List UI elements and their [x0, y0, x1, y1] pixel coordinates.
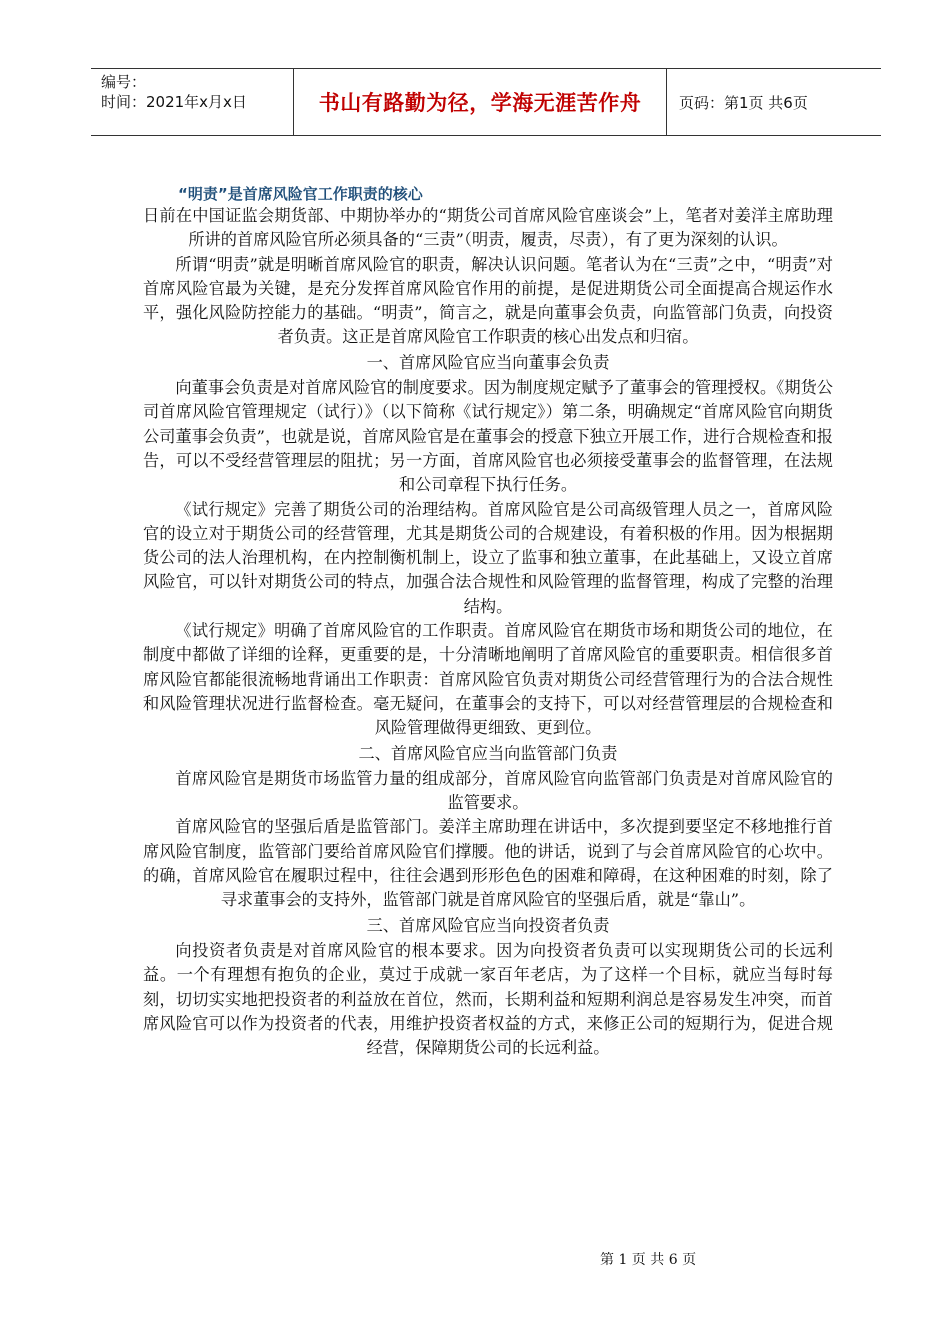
- paragraph: 《试行规定》明确了首席风险官的工作职责。首席风险官在期货市场和期货公司的地位，在制度中都做了详细的诠释，更重要的是，十分清晰地阐明了首席风险官的重要职责。相信很多首席风险官都能很流畅地背诵出工作职责：首席风险官负责对期货公司经营管理行为的合法合规性和风险管理状况进行监督检查。毫无疑问，在董事会的支持下，可以对经营管理层的合规检查和风险管理做得更细致、更到位。: [143, 621, 833, 738]
- paragraph: 首席风险官是期货市场监管力量的组成部分，首席风险官向监管部门负责是对首席风险官的监管要求。: [175, 768, 833, 813]
- page-info: 页码：第1页 共6页: [679, 93, 808, 112]
- paragraph: 日前在中国证监会期货部、中期协举办的“期货公司首席风险官座谈会”上，笔者对姜洋主席助理所讲的首席风险官所必须具备的“三责”（明责，履责，尽责），有了更为深刻的认识。: [143, 206, 833, 250]
- page-footer: 第 1 页 共 6 页: [600, 1252, 697, 1268]
- paragraph: 首席风险官的坚强后盾是监管部门。姜洋主席助理在讲话中，多次提到要坚定不移地推行首席风险官制度，监管部门要给首席风险官们撑腰。他的讲话，说到了与会首席风险官的心坎中。的确，首席风险官在履职过程中，往往会遇到形形色色的困难和障碍，在这种困难的时刻，除了寻求董事会的支持外，监管部门就是首席风险官的坚强后盾，就是“靠山”。: [143, 817, 833, 910]
- header-table: [91, 68, 881, 136]
- number-label: 编号：: [101, 73, 147, 91]
- motto-text: 书山有路勤为径，学海无涯苦作舟: [318, 91, 642, 115]
- time-label: 时间：2021年x月x日: [101, 93, 247, 111]
- paragraph: 向投资者负责是对首席风险官的根本要求。因为向投资者负责可以实现期货公司的长远利益。一个有理想有抱负的企业，莫过于成就一家百年老店，为了这样一个目标，就应当每时每刻，切切实实地把投资者的利益放在首位，然而，长期利益和短期利润总是容易发生冲突，而首席风险官可以作为投资者的代表，用维护投资者权益的方式，来修正公司的短期行为，促进合规经营，保障期货公司的长远利益。: [143, 940, 833, 1058]
- paragraph: 《试行规定》完善了期货公司的治理结构。首席风险官是公司高级管理人员之一，首席风险官的设立对于期货公司的经营管理，尤其是期货公司的合规建设，有着积极的作用。因为根据期货公司的法人治理机构，在内控制衡机制上，设立了监事和独立董事，在此基础上，又设立首席风险官，可以针对期货公司的特点，加强合法合规性和风险管理的监督管理，构成了完整的治理结构。: [143, 499, 833, 616]
- document-body: [143, 204, 833, 1060]
- header-meta-cell: [91, 69, 294, 135]
- header-page-cell: [667, 69, 881, 135]
- paragraph: 向董事会负责是对首席风险官的制度要求。因为制度规定赋予了董事会的管理授权。《期货公司首席风险官管理规定（试行）》（以下简称《试行规定》）第二条，明确规定“首席风险官向期货公司董事会负责”，也就是说，首席风险官是在董事会的授意下独立开展工作，进行合规检查和报告，可以不受经营管理层的阻扰；另一方面，首席风险官也必须接受董事会的监督管理，在法规和公司章程下执行任务。: [143, 378, 833, 495]
- section-heading: 二、首席风险官应当向监管部门负责: [358, 743, 618, 763]
- header-motto-cell: [294, 69, 667, 135]
- section-heading: 三、首席风险官应当向投资者负责: [366, 915, 610, 935]
- section-heading: 一、首席风险官应当向董事会负责: [366, 352, 610, 372]
- paragraph: 所谓“明责”就是明晰首席风险官的职责，解决认识问题。笔者认为在“三责”之中，“明责”对首席风险官最为关键，是充分发挥首席风险官作用的前提，是促进期货公司全面提高合规运作水平，强化风险防控能力的基础。“明责”，简言之，就是向董事会负责，向监管部门负责，向投资者负责。这正是首席风险官工作职责的核心出发点和归宿。: [143, 254, 833, 347]
- document-title: “明责”是首席风险官工作职责的核心: [178, 185, 423, 203]
